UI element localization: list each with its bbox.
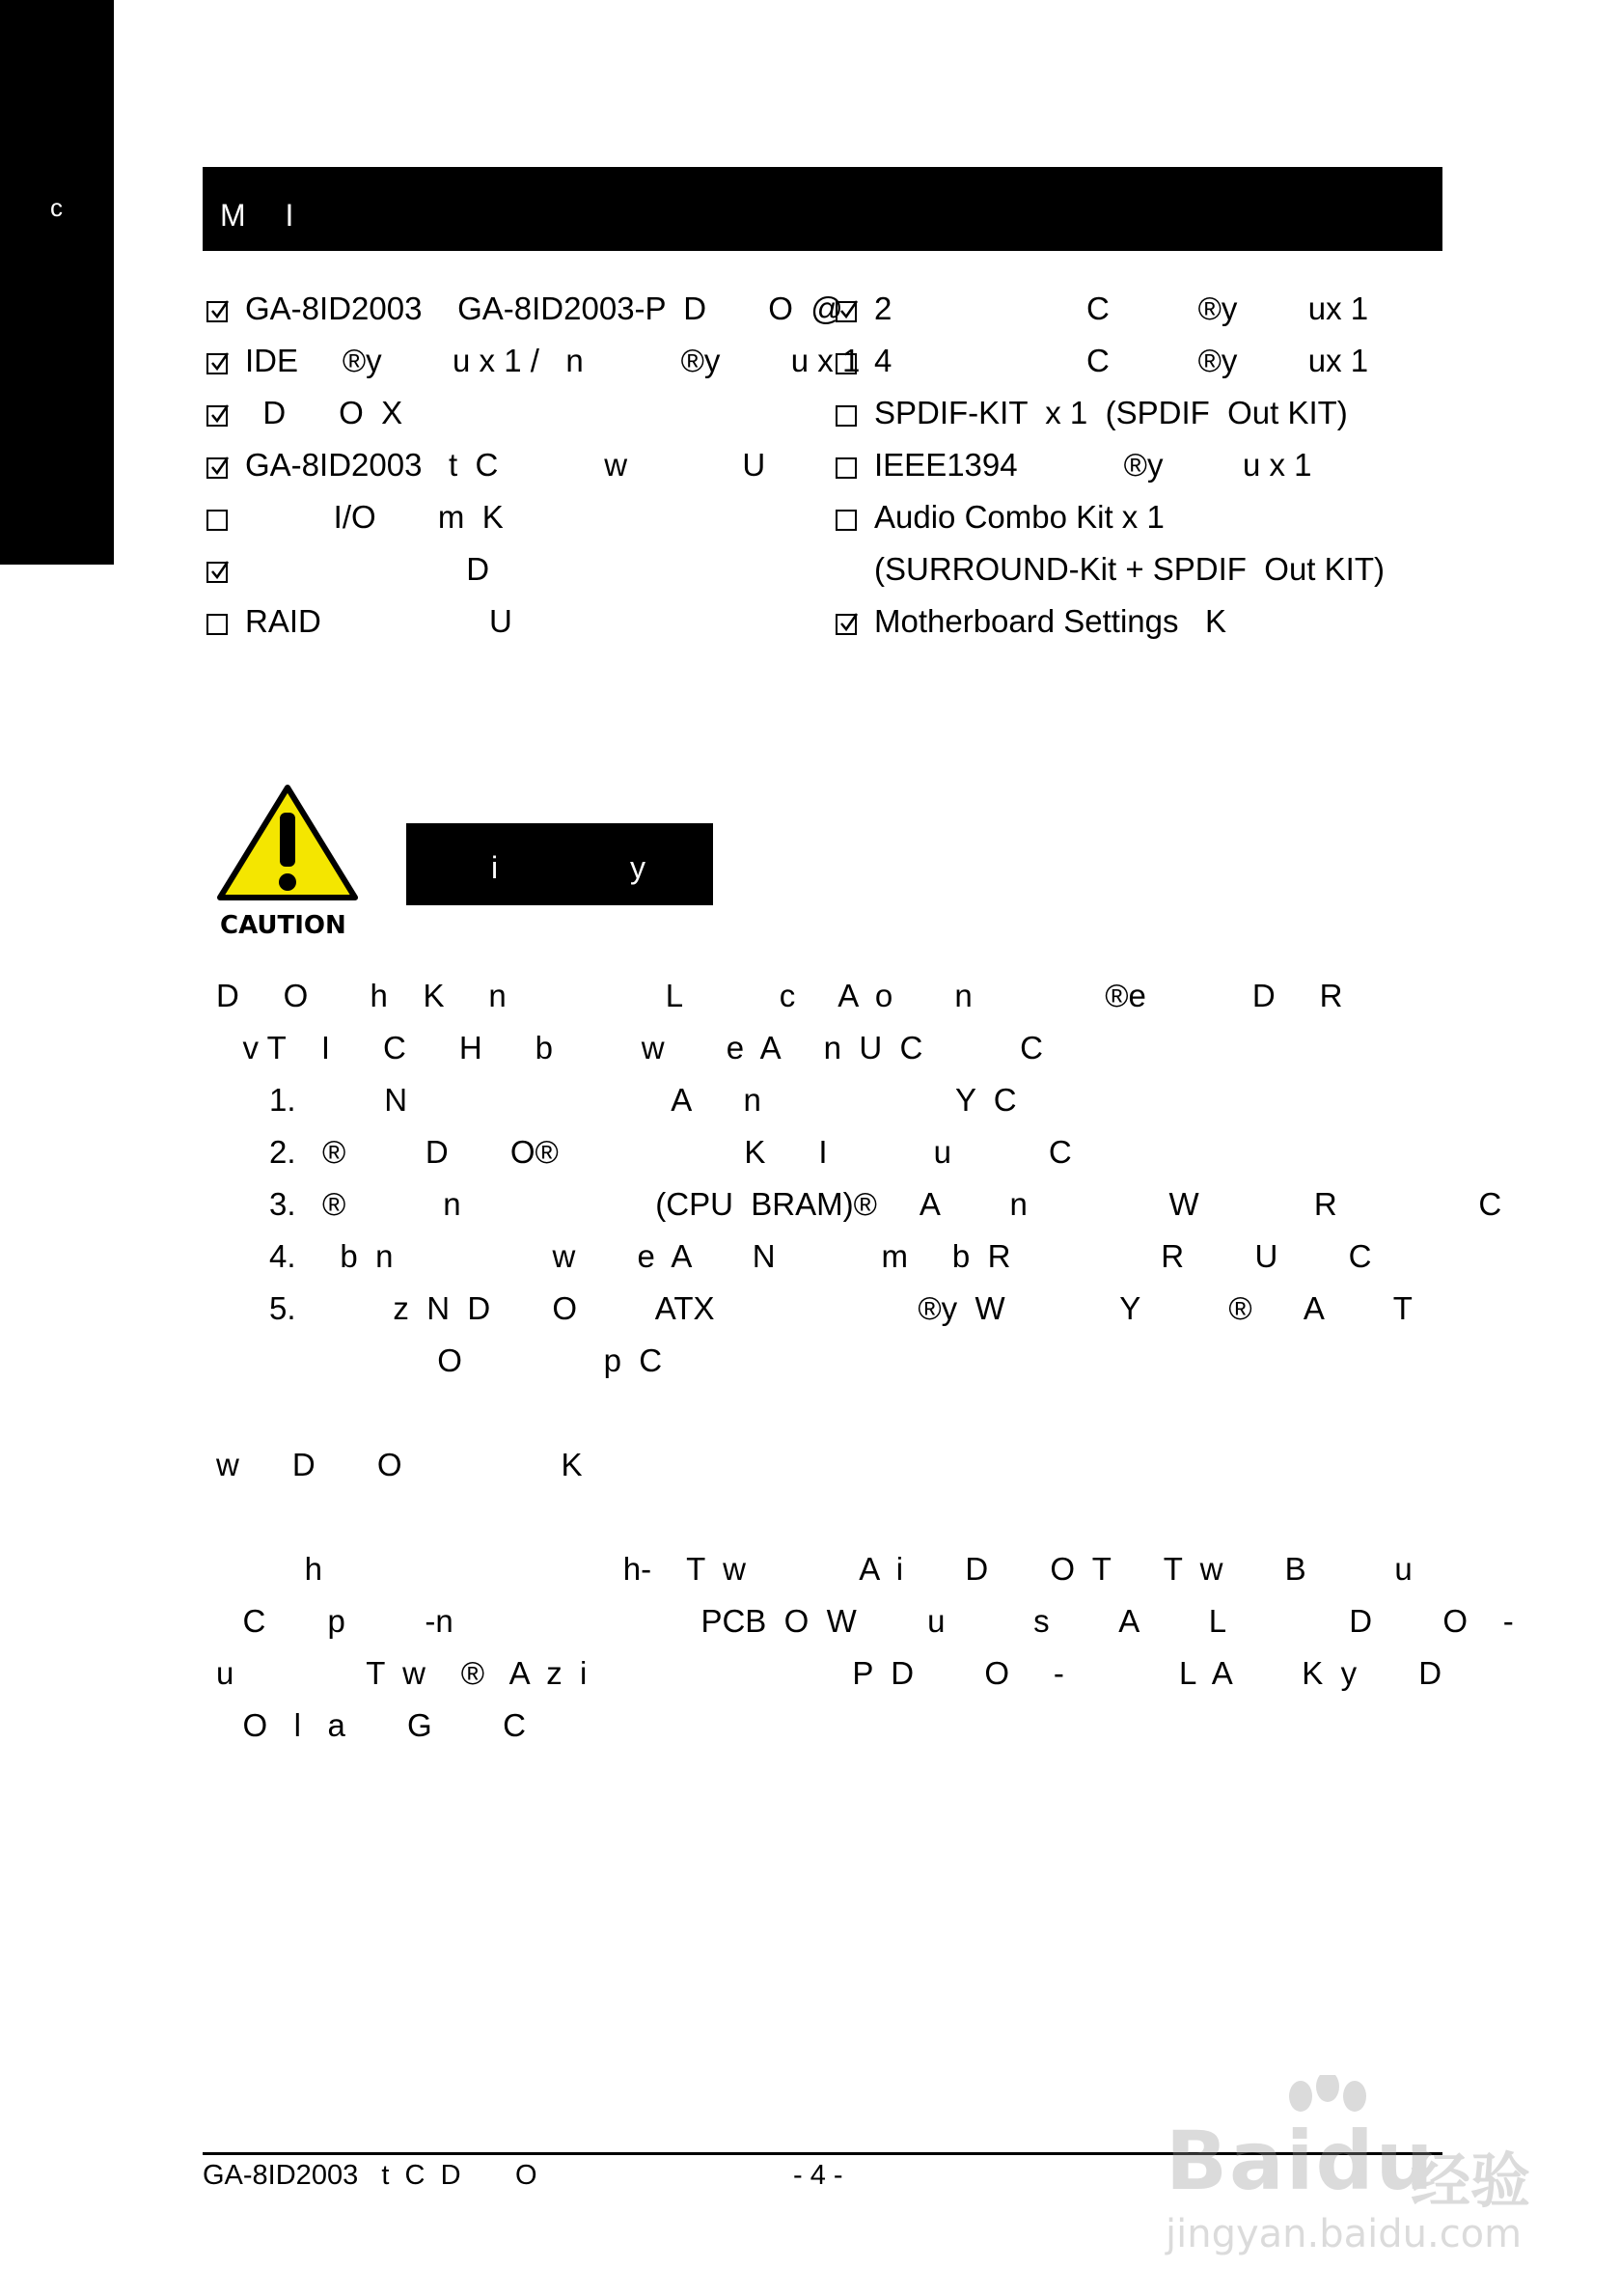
checklist-item-label: IDE ®y u x 1 / n ®y u x 1 <box>245 343 861 378</box>
checklist-item-label: Motherboard Settings K <box>874 603 1227 639</box>
unchecked-box-icon <box>206 614 228 635</box>
chapter-tab-label: c <box>50 193 63 222</box>
checklist-item-label: RAID U <box>245 603 512 639</box>
checklist-item-label: (SURROUND-Kit + SPDIF Out KIT) <box>874 551 1385 587</box>
caution-icon <box>216 784 359 948</box>
checklist-item-label: 4 C ®y ux 1 <box>874 343 1369 378</box>
checklist-item-label: GA-8ID2003 t C w U <box>245 447 766 483</box>
checked-box-icon <box>836 614 857 635</box>
watermark-logo: Baidu <box>1166 2114 1436 2208</box>
checked-box-icon <box>206 405 228 427</box>
section-title: M I <box>220 198 310 233</box>
checklist-item-label: 2 C ®y ux 1 <box>874 290 1369 326</box>
checklist-item-label: I/O m K <box>245 499 504 535</box>
checked-box-icon <box>206 301 228 322</box>
note-line: w D O K <box>216 1447 583 1482</box>
warning-line: 2. ® D O® K I u C <box>216 1134 1072 1170</box>
unchecked-box-icon <box>836 405 857 427</box>
unchecked-box-icon <box>836 510 857 531</box>
warning-line: 1. N A n Y C <box>216 1082 1017 1118</box>
checklist-item-label: D O X <box>245 395 403 430</box>
chapter-side-tab <box>0 0 114 565</box>
warning-line: O p C <box>216 1342 663 1378</box>
checklist-item-label: SPDIF-KIT x 1 (SPDIF Out KIT) <box>874 395 1348 430</box>
closing-line: h h- T w A i D O T T w B u <box>216 1551 1413 1587</box>
checklist-item-label: GA-8ID2003 GA-8ID2003-P D O @ <box>245 290 843 326</box>
caution-label: CAUTION <box>220 911 346 940</box>
footer-page-number: - 4 - <box>793 2160 843 2191</box>
warning-line: v T I C H b w e A n U C C <box>216 1030 1044 1065</box>
footer-manual-title: GA-8ID2003 t C D O <box>203 2160 537 2191</box>
warning-header-bar <box>406 823 713 905</box>
watermark-cn-text: 经验 <box>1411 2145 1531 2216</box>
baidu-watermark <box>1158 2075 1544 2258</box>
warning-line: 3. ® n (CPU BRAM)® A n W R C <box>216 1186 1502 1222</box>
watermark-url: jingyan.baidu.com <box>1166 2212 1523 2256</box>
unchecked-box-icon <box>836 353 857 374</box>
checked-box-icon <box>206 562 228 583</box>
warning-line: D O h K n L c A o n ®e D R <box>216 978 1343 1013</box>
checklist-item-label: D <box>245 551 490 587</box>
warning-title: i y <box>491 850 707 885</box>
closing-line: C p -n PCB O W u s A L D O - <box>216 1603 1514 1639</box>
checklist-item-label: Audio Combo Kit x 1 <box>874 499 1165 535</box>
checklist-item-label: IEEE1394 ®y u x 1 <box>874 447 1312 483</box>
unchecked-box-icon <box>206 510 228 531</box>
warning-line: 5. z N D O ATX ®y W Y ® A T <box>216 1290 1413 1326</box>
closing-line: u T w ® A z i P D O - L A K y D <box>216 1655 1442 1691</box>
section-header-bar <box>203 167 1442 251</box>
closing-line: O l a G C <box>216 1707 526 1743</box>
warning-line: 4. b n w e A N m b R R U C <box>216 1238 1372 1274</box>
checked-box-icon <box>206 353 228 374</box>
unchecked-box-icon <box>836 457 857 479</box>
checked-box-icon <box>206 457 228 479</box>
checked-box-icon <box>836 301 857 322</box>
